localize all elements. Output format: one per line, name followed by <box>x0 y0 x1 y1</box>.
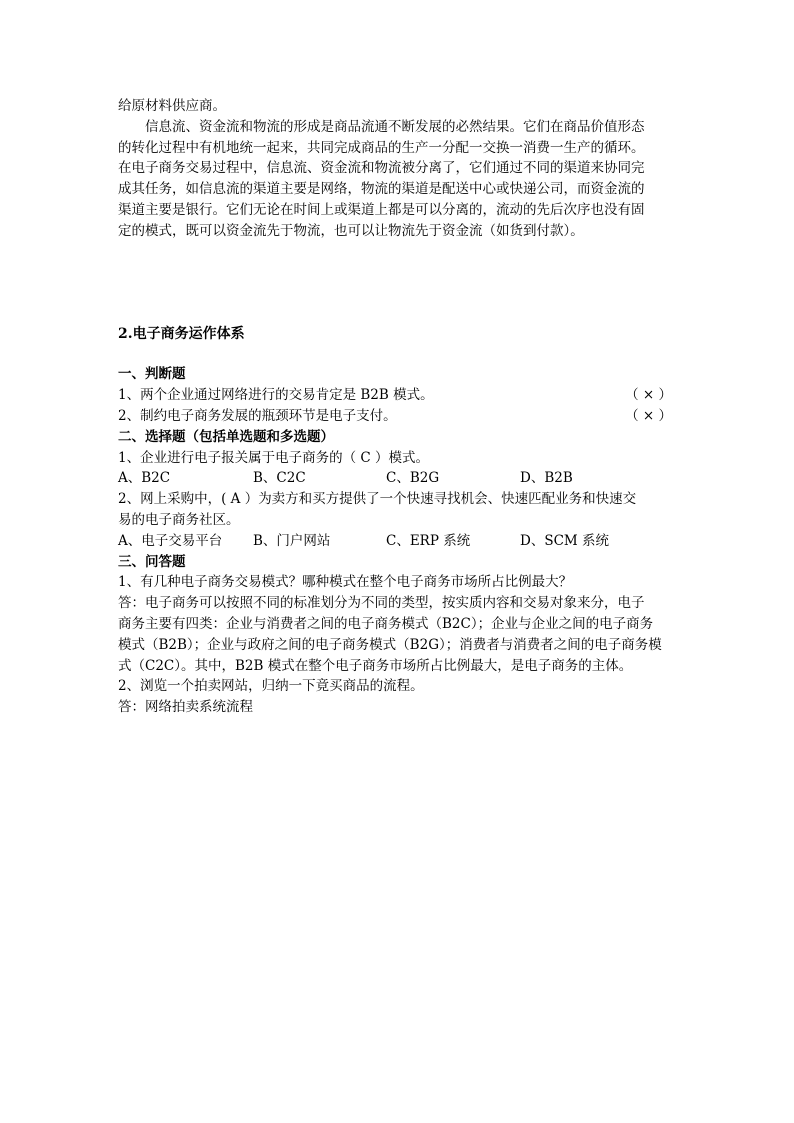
option-c: C、B2G <box>386 470 440 487</box>
qa-answer-line: 模式（B2B）；企业与政府之间的电子商务模式（B2G）；消费者与消费者之间的电子商务模 <box>118 636 662 653</box>
section-title: 2.电子商务运作体系 <box>118 325 245 342</box>
choice-heading: 二、选择题（包括单选题和多选题） <box>118 428 334 445</box>
qa-question-1: 1、有几种电子商务交易模式？哪种模式在整个电子商务市场所占比例最大？ <box>118 574 573 591</box>
option-d: D、B2B <box>520 470 573 487</box>
judge-question-text: 2、制约电子商务发展的瓶颈环节是电子支付。 <box>118 407 397 424</box>
judge-question-1 <box>118 385 678 406</box>
choice-options-2 <box>118 531 678 552</box>
intro-line: 给原材料供应商。 <box>118 98 226 114</box>
choice-question-1: 1、企业进行电子报关属于电子商务的（ C ）模式。 <box>118 449 430 466</box>
choice-options-1 <box>118 468 678 489</box>
qa-answer-2: 答：网络拍卖系统流程 <box>118 699 253 716</box>
answer-mark: （ × ） <box>625 387 672 404</box>
answer-mark: （ × ） <box>625 407 672 424</box>
paragraph-line: 渠道主要是银行。它们无论在时间上或渠道上都是可以分离的，流动的先后次序也没有固 <box>118 201 645 218</box>
option-c: C、ERP 系统 <box>386 532 471 549</box>
qa-answer-line: 式（C2C）。其中，B2B 模式在整个电子商务市场所占比例最大，是电子商务的主体。 <box>118 657 633 674</box>
qa-answer-line: 商务主要有四类：企业与消费者之间的电子商务模式（B2C）；企业与企业之间的电子商务 <box>118 615 654 632</box>
option-b: B、C2C <box>253 470 306 487</box>
qa-answer-line: 答：电子商务可以按照不同的标准划分为不同的类型，按实质内容和交易对象来分，电子 <box>118 595 645 612</box>
option-b: B、门户网站 <box>253 532 331 549</box>
judge-question-2 <box>118 406 678 427</box>
choice-question-2: 2、网上采购中，( A ）为卖方和买方提供了一个快速寻找机会、快速匹配业务和快速交 <box>118 491 637 508</box>
judge-question-text: 1、两个企业通过网络进行的交易肯定是 B2B 模式。 <box>118 387 434 404</box>
choice-question-2-cont: 易的电子商务社区。 <box>118 511 240 528</box>
qa-heading: 三、问答题 <box>118 553 186 570</box>
qa-question-2: 2、浏览一个拍卖网站，归纳一下竟买商品的流程。 <box>118 678 424 695</box>
paragraph-line: 的转化过程中有机地统一起来，共同完成商品的生产一分配一交换一消费一生产的循环。 <box>118 139 645 156</box>
option-a: A、B2C <box>118 470 171 487</box>
paragraph-line: 信息流、资金流和物流的形成是商品流通不断发展的必然结果。它们在商品价值形态 <box>145 118 645 135</box>
option-a: A、电子交易平台 <box>118 532 223 549</box>
paragraph-line: 成其任务，如信息流的渠道主要是网络，物流的渠道是配送中心或快递公司，而资金流的 <box>118 181 645 198</box>
judge-heading: 一、判断题 <box>118 366 186 383</box>
paragraph-line: 定的模式，既可以资金流先于物流，也可以让物流先于资金流（如货到付款）。 <box>118 222 584 239</box>
document-page <box>118 96 678 718</box>
option-d: D、SCM 系统 <box>520 532 610 549</box>
paragraph-line: 在电子商务交易过程中，信息流、资金流和物流被分离了，它们通过不同的渠道来协同完 <box>118 160 645 177</box>
